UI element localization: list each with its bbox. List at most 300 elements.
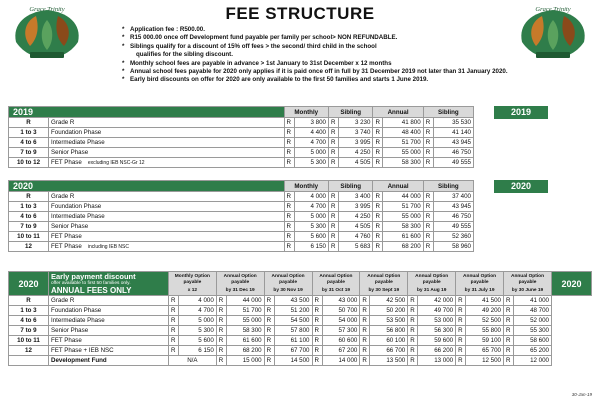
table-row xyxy=(9,148,474,158)
column-header xyxy=(264,272,312,296)
currency-symbol: R xyxy=(312,346,322,356)
fee-amount: 5 600 xyxy=(294,232,328,242)
currency-symbol: R xyxy=(284,158,294,168)
early-payment-heading xyxy=(49,272,169,296)
currency-symbol: R xyxy=(284,138,294,148)
fee-note-text: Application fee : R500.00. xyxy=(130,26,205,33)
fee-amount: 3 995 xyxy=(338,138,372,148)
fee-amount: 43 500 xyxy=(274,296,312,306)
currency-symbol: R xyxy=(312,326,322,336)
phase-name xyxy=(49,242,285,252)
currency-symbol: R xyxy=(312,316,322,326)
currency-symbol: R xyxy=(169,326,179,336)
currency-symbol: R xyxy=(423,158,433,168)
fee-amount: 48 400 xyxy=(383,128,423,138)
grade-code: 4 to 6 xyxy=(9,316,49,326)
currency-symbol: R xyxy=(284,222,294,232)
table-header-row xyxy=(9,272,592,296)
table-row xyxy=(9,202,474,212)
table-row xyxy=(9,296,592,306)
fee-amount: 5 000 xyxy=(294,148,328,158)
fee-amount: 67 200 xyxy=(322,346,360,356)
grade-code: 7 to 9 xyxy=(9,222,49,232)
fee-amount: 4 505 xyxy=(338,158,372,168)
fee-amount: 60 100 xyxy=(370,336,408,346)
fee-amount: 61 600 xyxy=(383,232,423,242)
grade-code: 10 to 11 xyxy=(9,336,49,346)
fee-note xyxy=(122,68,542,76)
currency-symbol: R xyxy=(373,202,383,212)
column-header-line: by 30 Nov 19 xyxy=(273,287,303,293)
column-header: Annual xyxy=(373,181,423,192)
grade-code: 1 to 3 xyxy=(9,128,49,138)
blank-cell xyxy=(552,346,592,356)
grade-code: 1 to 3 xyxy=(9,202,49,212)
phase-note: including IEB NSC xyxy=(87,244,129,250)
phase-label: Grade R xyxy=(51,193,75,200)
column-header xyxy=(216,272,264,296)
phase-name: Development Fund xyxy=(49,356,169,366)
currency-symbol: R xyxy=(373,192,383,202)
fee-note xyxy=(122,60,542,68)
phase-name: Grade R xyxy=(49,296,169,306)
currency-symbol: R xyxy=(423,212,433,222)
currency-symbol: R xyxy=(328,192,338,202)
fee-amount: 68 200 xyxy=(383,242,423,252)
phase-name xyxy=(49,158,285,168)
bullet-marker: * xyxy=(122,59,125,67)
phase-name xyxy=(49,192,285,202)
currency-symbol: R xyxy=(264,356,274,366)
table-row xyxy=(9,336,592,346)
fee-amount: 61 600 xyxy=(226,336,264,346)
bullet-marker: * xyxy=(122,26,125,33)
fee-amount: 4 700 xyxy=(294,138,328,148)
currency-symbol: R xyxy=(423,222,433,232)
table-header-row xyxy=(9,107,474,118)
phase-label: Intermediate Phase xyxy=(51,213,105,220)
fee-amount: 50 200 xyxy=(370,306,408,316)
fee-amount: 14 500 xyxy=(274,356,312,366)
fee-amount: 52 500 xyxy=(466,316,504,326)
currency-symbol: R xyxy=(284,202,294,212)
blank-cell xyxy=(552,326,592,336)
currency-symbol: R xyxy=(169,296,179,306)
fee-note-text: Siblings qualify for a discount of 15% off fees > the second/ third child in the school xyxy=(130,42,377,50)
currency-symbol: R xyxy=(328,202,338,212)
currency-symbol: R xyxy=(456,306,466,316)
grade-code: R xyxy=(9,296,49,306)
table-row xyxy=(9,158,474,168)
table-row xyxy=(9,138,474,148)
fee-amount: 12 500 xyxy=(466,356,504,366)
phase-label: Grade R xyxy=(51,119,75,126)
currency-symbol: R xyxy=(284,232,294,242)
currency-symbol: R xyxy=(360,356,370,366)
currency-symbol: R xyxy=(373,128,383,138)
fee-amount: 43 945 xyxy=(433,138,473,148)
currency-symbol: R xyxy=(456,336,466,346)
fee-amount: 55 000 xyxy=(383,148,423,158)
currency-symbol: R xyxy=(360,316,370,326)
currency-symbol: R xyxy=(408,356,418,366)
currency-symbol: R xyxy=(373,148,383,158)
fee-amount: 4 505 xyxy=(338,222,372,232)
fee-amount: 5 300 xyxy=(294,158,328,168)
fee-amount: 51 700 xyxy=(383,202,423,212)
currency-symbol: R xyxy=(264,316,274,326)
date-stamp: 30-Jan-19 xyxy=(571,392,592,397)
column-header-line: Annual Option payable xyxy=(223,273,257,285)
fee-amount: 41 000 xyxy=(514,296,552,306)
fee-amount: 55 000 xyxy=(383,212,423,222)
currency-symbol: R xyxy=(312,336,322,346)
fee-amount: 57 800 xyxy=(274,326,312,336)
early-payment-table xyxy=(8,271,592,366)
currency-symbol: R xyxy=(264,306,274,316)
grade-code: 10 to 12 xyxy=(9,158,49,168)
currency-symbol: R xyxy=(456,296,466,306)
column-header: Sibling xyxy=(328,181,372,192)
currency-symbol: R xyxy=(373,158,383,168)
fee-amount: 12 000 xyxy=(514,356,552,366)
currency-symbol: R xyxy=(328,242,338,252)
fee-amount: 4 400 xyxy=(294,128,328,138)
fee-amount: 3 740 xyxy=(338,128,372,138)
table-row xyxy=(9,192,474,202)
fee-amount: 51 700 xyxy=(383,138,423,148)
fee-amount: 49 555 xyxy=(433,158,473,168)
fee-amount: N/A xyxy=(169,356,217,366)
currency-symbol: R xyxy=(312,356,322,366)
currency-symbol: R xyxy=(216,346,226,356)
fee-amount: 58 300 xyxy=(383,222,423,232)
currency-symbol: R xyxy=(360,326,370,336)
column-header: Monthly xyxy=(284,107,328,118)
currency-symbol: R xyxy=(312,296,322,306)
phase-label: FET Phase xyxy=(51,243,82,250)
column-header-line: by 31 Dec 19 xyxy=(225,287,255,293)
fee-table-2019 xyxy=(8,106,474,168)
currency-symbol: R xyxy=(504,316,514,326)
currency-symbol: R xyxy=(360,336,370,346)
column-header xyxy=(312,272,360,296)
svg-text:Grace Trinity: Grace Trinity xyxy=(29,6,65,13)
column-header-line: Annual Option payable xyxy=(463,273,497,285)
column-header-line: by 30 Sept 19 xyxy=(368,287,400,293)
fee-amount: 6 150 xyxy=(179,346,217,356)
fee-amount: 5 683 xyxy=(338,242,372,252)
table-row xyxy=(9,346,592,356)
fee-table-2020 xyxy=(8,180,474,252)
table-row xyxy=(9,128,474,138)
fee-note-text: Annual school fees payable for 2020 only applies if it is paid once off in full by 31 December 2019 not later than 31 January 2020. xyxy=(130,68,508,76)
fee-amount: 66 200 xyxy=(418,346,456,356)
currency-symbol: R xyxy=(423,232,433,242)
column-header-line: x 12 xyxy=(187,287,198,293)
column-header: Sibling xyxy=(328,107,372,118)
currency-symbol: R xyxy=(504,346,514,356)
fee-note xyxy=(122,26,542,34)
currency-symbol: R xyxy=(264,336,274,346)
currency-symbol: R xyxy=(216,326,226,336)
fee-note xyxy=(122,51,542,59)
fee-amount: 53 000 xyxy=(418,316,456,326)
fee-amount: 44 000 xyxy=(383,192,423,202)
table-row xyxy=(9,242,474,252)
grade-code: R xyxy=(9,192,49,202)
phase-label: FET Phase xyxy=(51,159,82,166)
table-row xyxy=(9,326,592,336)
fee-amount: 4 700 xyxy=(179,306,217,316)
fee-amount: 50 700 xyxy=(322,306,360,316)
currency-symbol: R xyxy=(423,148,433,158)
early-heading-text: Early payment discount xyxy=(51,272,136,281)
phase-label: Senior Phase xyxy=(51,149,89,156)
year-label: 2020 xyxy=(552,272,592,296)
fee-amount: 5 300 xyxy=(294,222,328,232)
currency-symbol: R xyxy=(169,336,179,346)
phase-name xyxy=(49,118,285,128)
currency-symbol: R xyxy=(216,356,226,366)
blank-cell xyxy=(552,296,592,306)
column-header-line: Annual Option payable xyxy=(510,273,545,285)
column-header-line: by 30 June 19 xyxy=(511,287,544,293)
table-row xyxy=(9,356,592,366)
currency-symbol: R xyxy=(264,346,274,356)
currency-symbol: R xyxy=(328,222,338,232)
column-header-line: Monthly Option payable xyxy=(174,273,210,285)
fee-amount: 3 800 xyxy=(294,118,328,128)
currency-symbol: R xyxy=(284,192,294,202)
fee-amount: 55 000 xyxy=(226,316,264,326)
currency-symbol: R xyxy=(328,212,338,222)
column-header: Sibling xyxy=(423,181,473,192)
currency-symbol: R xyxy=(328,118,338,128)
fee-amount: 41 800 xyxy=(383,118,423,128)
fee-amount: 59 100 xyxy=(466,336,504,346)
column-header: Annual xyxy=(373,107,423,118)
bullet-marker: * xyxy=(122,68,125,76)
table-row xyxy=(9,232,474,242)
year-badge-2019: 2019 xyxy=(494,106,548,119)
fee-amount: 61 100 xyxy=(274,336,312,346)
fee-amount: 5 600 xyxy=(179,336,217,346)
fee-note xyxy=(122,43,542,51)
fee-amount: 65 700 xyxy=(466,346,504,356)
column-header xyxy=(408,272,456,296)
fee-amount: 68 200 xyxy=(226,346,264,356)
fee-amount: 58 300 xyxy=(226,326,264,336)
fee-amount: 42 500 xyxy=(370,296,408,306)
page-title: FEE STRUCTURE xyxy=(225,4,375,23)
column-header-line: Annual Option payable xyxy=(271,273,305,285)
fee-amount: 35 530 xyxy=(433,118,473,128)
column-header-line: Annual Option payable xyxy=(415,273,449,285)
currency-symbol: R xyxy=(373,212,383,222)
currency-symbol: R xyxy=(408,326,418,336)
fee-amount: 56 300 xyxy=(418,326,456,336)
fee-amount: 52 360 xyxy=(433,232,473,242)
fee-notes xyxy=(122,26,542,85)
fee-amount: 51 200 xyxy=(274,306,312,316)
phase-name: Senior Phase xyxy=(49,326,169,336)
currency-symbol: R xyxy=(360,296,370,306)
fee-amount: 58 300 xyxy=(383,158,423,168)
grade-code: 12 xyxy=(9,242,49,252)
currency-symbol: R xyxy=(456,356,466,366)
fee-amount: 48 700 xyxy=(514,306,552,316)
grade-code: 12 xyxy=(9,346,49,356)
table-row xyxy=(9,306,592,316)
fee-amount: 13 500 xyxy=(370,356,408,366)
currency-symbol: R xyxy=(284,212,294,222)
grade-code: 1 to 3 xyxy=(9,306,49,316)
fee-amount: 59 600 xyxy=(418,336,456,346)
fee-note xyxy=(122,34,542,42)
fee-note-text: Early bird discounts on offer for 2020 are only available to the first 50 families and starts 1 June 2019. xyxy=(130,76,429,84)
table-row xyxy=(9,118,474,128)
currency-symbol: R xyxy=(169,306,179,316)
grade-code xyxy=(9,356,49,366)
column-header: Sibling xyxy=(423,107,473,118)
fee-amount: 5 300 xyxy=(179,326,217,336)
currency-symbol: R xyxy=(408,296,418,306)
annual-fees-label: ANNUAL FEES ONLY xyxy=(51,286,132,295)
currency-symbol: R xyxy=(284,128,294,138)
currency-symbol: R xyxy=(328,148,338,158)
currency-symbol: R xyxy=(360,346,370,356)
fee-note-text: Monthly school fees are payable in advance > 1st January to 31st December x 12 months xyxy=(130,59,392,67)
currency-symbol: R xyxy=(328,232,338,242)
currency-symbol: R xyxy=(423,118,433,128)
currency-symbol: R xyxy=(408,306,418,316)
fee-amount: 4 700 xyxy=(294,202,328,212)
fee-amount: 44 000 xyxy=(226,296,264,306)
fee-amount: 15 000 xyxy=(226,356,264,366)
currency-symbol: R xyxy=(216,336,226,346)
fee-amount: 67 700 xyxy=(274,346,312,356)
currency-symbol: R xyxy=(360,306,370,316)
column-header-line: by 31 July 19 xyxy=(464,287,495,293)
phase-name: Foundation Phase xyxy=(49,306,169,316)
currency-symbol: R xyxy=(504,336,514,346)
year-label: 2020 xyxy=(9,272,49,296)
fee-amount: 65 200 xyxy=(514,346,552,356)
currency-symbol: R xyxy=(284,242,294,252)
fee-amount: 14 000 xyxy=(322,356,360,366)
fee-note-text: qualifies for the sibling discount. xyxy=(136,51,233,59)
currency-symbol: R xyxy=(456,326,466,336)
currency-symbol: R xyxy=(423,138,433,148)
fee-amount: 57 300 xyxy=(322,326,360,336)
blank-cell xyxy=(552,306,592,316)
fee-amount: 5 000 xyxy=(294,212,328,222)
grade-code: R xyxy=(9,118,49,128)
currency-symbol: R xyxy=(328,128,338,138)
bullet-marker: * xyxy=(122,34,125,42)
table-row xyxy=(9,212,474,222)
fee-amount: 3 995 xyxy=(338,202,372,212)
bullet-marker: * xyxy=(122,76,125,84)
fee-amount: 55 800 xyxy=(466,326,504,336)
fee-note xyxy=(122,76,542,84)
fee-amount: 41 500 xyxy=(466,296,504,306)
fee-amount: 4 000 xyxy=(179,296,217,306)
column-header: Monthly xyxy=(284,181,328,192)
year-label: 2020 xyxy=(9,181,285,192)
phase-name xyxy=(49,148,285,158)
blank-cell xyxy=(552,356,592,366)
fee-amount: 54 000 xyxy=(322,316,360,326)
phase-note: excluding IEB NSC-Gr 12 xyxy=(87,160,145,166)
fee-amount: 46 750 xyxy=(433,148,473,158)
currency-symbol: R xyxy=(423,242,433,252)
currency-symbol: R xyxy=(504,306,514,316)
column-header-line: by 31 Oct 19 xyxy=(321,287,351,293)
currency-symbol: R xyxy=(373,118,383,128)
currency-symbol: R xyxy=(504,296,514,306)
fee-amount: 55 300 xyxy=(514,326,552,336)
currency-symbol: R xyxy=(408,336,418,346)
phase-name xyxy=(49,222,285,232)
year-label: 2019 xyxy=(9,107,285,118)
currency-symbol: R xyxy=(284,118,294,128)
table-row xyxy=(9,222,474,232)
currency-symbol: R xyxy=(373,138,383,148)
fee-amount: 53 500 xyxy=(370,316,408,326)
column-header-line: by 31 Aug 19 xyxy=(416,287,447,293)
phase-label: Senior Phase xyxy=(51,223,89,230)
phase-name xyxy=(49,232,285,242)
bullet-marker: * xyxy=(122,42,125,50)
column-header-line: Annual Option payable xyxy=(367,273,401,285)
phase-name: Intermediate Phase xyxy=(49,316,169,326)
phase-name xyxy=(49,128,285,138)
phase-name: FET Phase + IEB NSC xyxy=(49,346,169,356)
currency-symbol: R xyxy=(504,326,514,336)
phase-label: Intermediate Phase xyxy=(51,139,105,146)
column-header xyxy=(360,272,408,296)
phase-label: FET Phase xyxy=(51,233,82,240)
fee-amount: 54 500 xyxy=(274,316,312,326)
phase-name xyxy=(49,138,285,148)
fee-amount: 49 555 xyxy=(433,222,473,232)
currency-symbol: R xyxy=(216,306,226,316)
currency-symbol: R xyxy=(456,316,466,326)
grade-code: 7 to 9 xyxy=(9,326,49,336)
currency-symbol: R xyxy=(373,222,383,232)
grade-code: 4 to 6 xyxy=(9,212,49,222)
currency-symbol: R xyxy=(169,316,179,326)
fee-amount: 6 150 xyxy=(294,242,328,252)
currency-symbol: R xyxy=(216,316,226,326)
currency-symbol: R xyxy=(423,128,433,138)
year-badge-2020: 2020 xyxy=(494,180,548,193)
phase-name xyxy=(49,212,285,222)
column-header xyxy=(169,272,217,296)
fee-amount: 13 000 xyxy=(418,356,456,366)
currency-symbol: R xyxy=(408,346,418,356)
fee-amount: 4 760 xyxy=(338,232,372,242)
fee-amount: 58 960 xyxy=(433,242,473,252)
currency-symbol: R xyxy=(328,138,338,148)
table-header-row xyxy=(9,181,474,192)
column-header-line: Annual Option payable xyxy=(319,273,353,285)
fee-amount: 66 700 xyxy=(370,346,408,356)
table-row xyxy=(9,316,592,326)
grade-code: 7 to 9 xyxy=(9,148,49,158)
